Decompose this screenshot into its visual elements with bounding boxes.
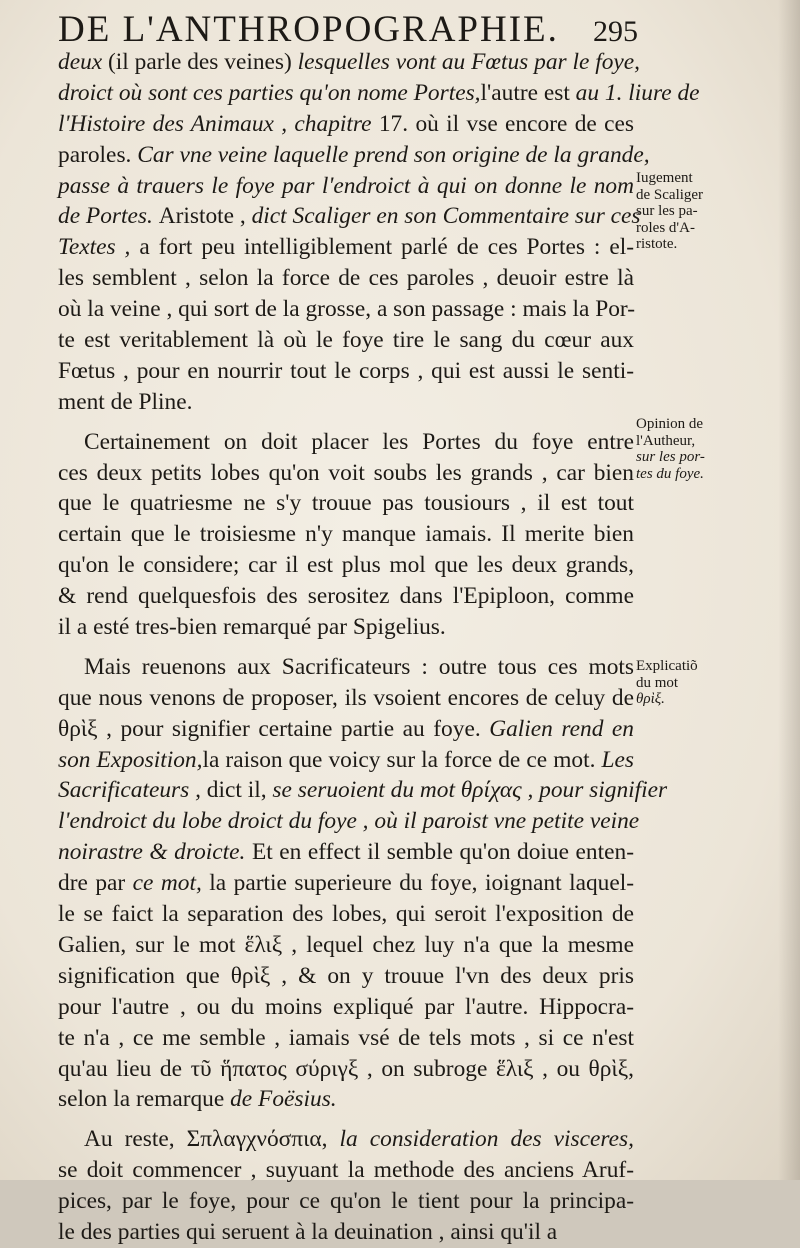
italic-span: Les: [601, 746, 634, 773]
roman-span: qu'au lieu de τῦ ἥπατος σύριγξ , on subroge ἕλιξ , ou θρὶξ,: [58, 1055, 634, 1082]
margin-note-line: θρὶξ.: [636, 691, 665, 707]
text-line: [58, 899, 634, 930]
italic-span: droict où sont ces parties qu'on nome Portes,: [58, 79, 481, 106]
margin-note-line: sur les por-: [636, 449, 705, 465]
text-line: [58, 1186, 634, 1217]
text-line: [58, 1124, 634, 1155]
roman-span: certain que le troisiesme n'y manque iamais. Il merite bien: [58, 521, 634, 548]
text-line: [58, 612, 634, 643]
roman-span: la partie superieure du foye, ioignant laquel-: [201, 870, 635, 897]
text-line: [58, 837, 634, 868]
text-line: [58, 550, 634, 581]
margin-note-explication: [636, 658, 736, 708]
page-edge-shadow: [778, 0, 800, 1180]
italic-span: son Exposition,: [58, 746, 203, 773]
italic-span: l'endroict du lobe droict du foye , où il paroist vne petite veine: [58, 808, 640, 835]
margin-note-line: l'Autheur,: [636, 432, 696, 449]
roman-span: dre par: [58, 870, 133, 897]
text-line: [58, 775, 668, 806]
paragraph: [58, 427, 634, 643]
italic-span: Car vne veine laquelle prend son origine de la grande,: [137, 141, 650, 168]
italic-span: Galien rend en: [489, 715, 634, 742]
roman-span: le des parties qui seruent à la deuination , ainsi qu'il a: [58, 1218, 558, 1245]
italic-span: au 1. liure de: [575, 79, 700, 106]
roman-span: ment de Pline.: [58, 388, 193, 415]
margin-note-line: roles d'A-: [636, 219, 695, 236]
text-line: [58, 232, 634, 263]
roman-span: l'autre est: [480, 79, 576, 106]
italic-span: ce mot,: [132, 870, 202, 897]
paragraph-gap: [58, 1115, 634, 1124]
italic-span: Sacrificateurs ,: [58, 777, 207, 804]
margin-note-line: Iugement: [636, 170, 693, 186]
text-line: [58, 868, 634, 899]
italic-span: deux: [58, 49, 103, 75]
roman-span: Fœtus , pour en nourrir tout le corps , qui est aussi le senti-: [58, 357, 634, 384]
text-line: [58, 458, 634, 489]
roman-span: Au reste, Σπλαγχνόσπια,: [84, 1126, 340, 1153]
italic-span: lesquelles vont au Fœtus par le foye,: [297, 49, 641, 75]
roman-span: θρὶξ , pour signifier certaine partie au foye.: [58, 715, 490, 742]
text-line: [58, 387, 634, 418]
italic-span: l'Histoire des Animaux , chapitre: [58, 110, 379, 137]
text-line: [58, 488, 634, 519]
text-line: [58, 171, 634, 202]
margin-note-line: Explicatiõ: [636, 658, 698, 674]
text-line: [58, 652, 634, 683]
roman-span: qu'on le considere; car il est plus mol que les deux grands,: [58, 552, 634, 579]
margin-note-opinion: [636, 416, 736, 482]
text-line: [58, 930, 634, 961]
text-line: [58, 427, 634, 458]
roman-span: la raison que voicy sur la force de ce mot.: [202, 746, 602, 773]
roman-span: ces deux petits lobes qu'on voit soubs les grands , car bien: [58, 459, 634, 486]
italic-span: dict Scaliger en son Commentaire sur ces: [251, 203, 641, 230]
roman-span: (il parle des veines): [102, 49, 298, 75]
italic-span: de Portes.: [58, 203, 159, 230]
roman-span: 17. où il vse encore de ces: [378, 110, 634, 137]
text-line: [58, 1054, 634, 1085]
roman-span: il a esté tres-bien remarqué par Spigelius.: [58, 614, 446, 641]
roman-span: signification que θρὶξ , & on y trouue l'vn des deux pris: [58, 962, 634, 989]
text-line: [58, 992, 634, 1023]
text-line: [58, 519, 634, 550]
roman-span: Certainement on doit placer les Portes du foye entre: [84, 428, 634, 455]
roman-span: paroles.: [58, 141, 138, 168]
italic-span: se seruoient du mot θρίχας , pour signifier: [272, 777, 668, 804]
roman-span: Galien, sur le mot ἕλιξ , lequel chez luy n'a que la mesme: [58, 931, 634, 958]
roman-span: pour l'autre , ou du moins expliqué par l'autre. Hippocra-: [58, 993, 634, 1020]
page-number: 295: [593, 15, 638, 48]
margin-note-line: du mot: [636, 674, 679, 691]
roman-span: te est veritablement là où le foye tire le sang du cœur aux: [58, 327, 634, 354]
roman-span: Et en effect il semble qu'on doiue enten-: [251, 839, 634, 866]
italic-span: de Foësius.: [230, 1086, 337, 1113]
roman-span: te n'a , ce me semble , iamais vsé de tels mots , si ce n'est: [58, 1024, 634, 1051]
roman-span: le se faict la separation des lobes, qui seroit l'exposition de: [58, 901, 634, 928]
text-line: [58, 263, 634, 294]
text-line: [58, 714, 634, 745]
margin-note-line: sur les pa-: [636, 203, 698, 219]
roman-span: & rend quelquesfois des serositez dans l'Epiploon, comme: [58, 583, 634, 610]
text-line: [58, 201, 641, 232]
roman-span: Aristote ,: [158, 203, 252, 230]
margin-note-scaliger: [636, 170, 736, 253]
text-line: [58, 1155, 634, 1186]
roman-span: a fort peu intelligiblement parlé de ces Portes : el-: [139, 234, 634, 261]
roman-span: que nous venons de proposer, ils vsoient encores de celuy de: [58, 684, 634, 711]
roman-span: selon la remarque: [58, 1086, 231, 1113]
roman-span: se doit commencer , suyuant la methode des anciens Aruf-: [58, 1157, 634, 1184]
paragraph: [58, 1124, 634, 1248]
italic-span: la consideration des visceres,: [339, 1126, 634, 1153]
text-line: [58, 325, 634, 356]
italic-span: noirastre & droicte.: [58, 839, 252, 866]
margin-note-line: tes du foye.: [636, 465, 704, 482]
text-line: [58, 581, 634, 612]
running-head: [58, 8, 638, 51]
roman-span: pices, par le foye, pour ce qu'on le tient pour la principa-: [58, 1188, 634, 1215]
text-line: [58, 745, 634, 776]
text-line: [58, 1084, 634, 1115]
margin-note-line: ristote.: [636, 236, 678, 252]
roman-span: Mais reuenons aux Sacrificateurs : outre tous ces mots: [84, 653, 634, 680]
text-line: [58, 140, 650, 171]
paragraph-gap: [58, 418, 634, 427]
text-line: [58, 78, 700, 109]
running-title: DE L'ANTHROPOGRAPHIE.: [58, 9, 559, 50]
text-line: [58, 683, 634, 714]
margin-note-line: de Scaliger: [636, 186, 704, 203]
text-line: [58, 961, 634, 992]
italic-span: Textes ,: [58, 234, 140, 261]
margin-note-line: Opinion de: [636, 416, 704, 432]
roman-span: où la veine , qui sort de la grosse, a son passage : mais la Por-: [58, 296, 636, 323]
text-line: [58, 109, 634, 140]
text-line: [58, 1217, 634, 1248]
text-line: [58, 356, 634, 387]
roman-span: que le quatriesme ne s'y trouue pas tousiours , il est tout: [58, 490, 634, 517]
italic-span: passe à trauers le foye par l'endroict à qui on donne le nom: [58, 172, 634, 199]
text-line: [58, 806, 640, 837]
text-line: [58, 47, 641, 78]
roman-span: les semblent , selon la force de ces paroles , deuoir estre là: [58, 265, 634, 292]
text-line: [58, 1023, 634, 1054]
roman-span: dict il,: [206, 777, 273, 804]
text-line: [58, 294, 634, 325]
paragraph-gap: [58, 643, 634, 652]
